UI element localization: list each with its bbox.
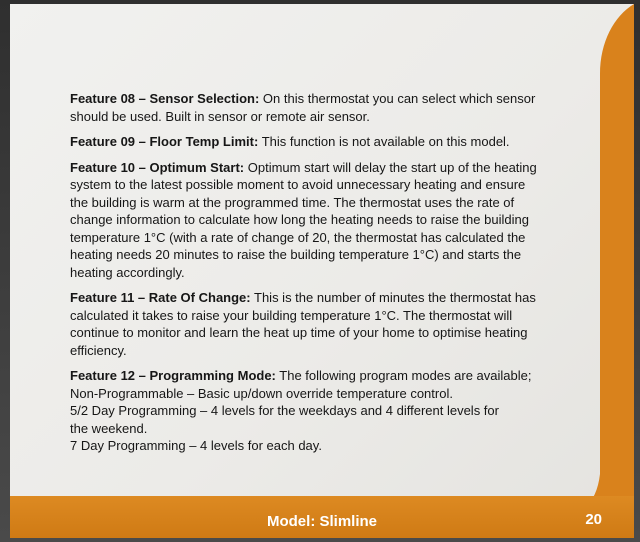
feature-08 <box>70 90 570 125</box>
footer-model-label: Model: Slimline <box>266 513 377 530</box>
feature-text: change information to calculate how long the heating needs to raise the building <box>70 212 529 227</box>
feature-text: The following program modes are available; <box>279 368 532 383</box>
feature-text: temperature 1°C (with a rate of change of 20, the thermostat has calculated the <box>70 229 526 245</box>
feature-12 <box>70 367 570 455</box>
feature-text: system to the latest possible moment to avoid unnecessary heating and ensure <box>70 177 526 192</box>
feature-text: This is the number of minutes the thermostat has <box>254 290 536 305</box>
page-number: 20 <box>585 511 602 528</box>
feature-text: the building is warm at the programmed time. The thermostat uses the rate of <box>70 194 515 210</box>
feature-text: 5/2 Day Programming – 4 levels for the weekdays and 4 different levels for <box>70 403 499 418</box>
manual-page <box>10 4 634 538</box>
feature-heading: Feature 08 – Sensor Selection: <box>70 91 260 106</box>
feature-09 <box>70 133 570 151</box>
feature-text: On this thermostat you can select which sensor <box>262 91 536 106</box>
feature-text: calculated it takes to raise your building temperature 1°C. The thermostat will <box>70 307 513 323</box>
feature-text: should be used. Built in sensor or remote air sensor. <box>70 108 370 124</box>
feature-text: heating needs 20 minutes to raise the building temperature 1°C) and starts the <box>70 247 522 262</box>
feature-text: continue to monitor and learn the heat up time of your home to optimise heating <box>70 325 528 340</box>
feature-11 <box>70 289 570 359</box>
feature-heading: Feature 12 – Programming Mode: <box>70 368 276 383</box>
feature-heading: Feature 09 – Floor Temp Limit: <box>70 134 259 149</box>
feature-text: This function is not available on this model. <box>261 134 510 149</box>
feature-text: Non-Programmable – Basic up/down override temperature control. <box>70 385 453 401</box>
feature-10 <box>70 159 570 282</box>
feature-text: Optimum start will delay the start up of the heating <box>247 159 537 175</box>
feature-text: heating accordingly. <box>70 264 185 280</box>
feature-heading: Feature 11 – Rate Of Change: <box>70 290 251 305</box>
feature-text: the weekend. <box>70 420 148 436</box>
feature-text: efficiency. <box>70 342 127 358</box>
feature-heading: Feature 10 – Optimum Start: <box>70 159 245 175</box>
feature-text: 7 Day Programming – 4 levels for each day. <box>70 438 322 453</box>
features-text <box>70 90 570 463</box>
